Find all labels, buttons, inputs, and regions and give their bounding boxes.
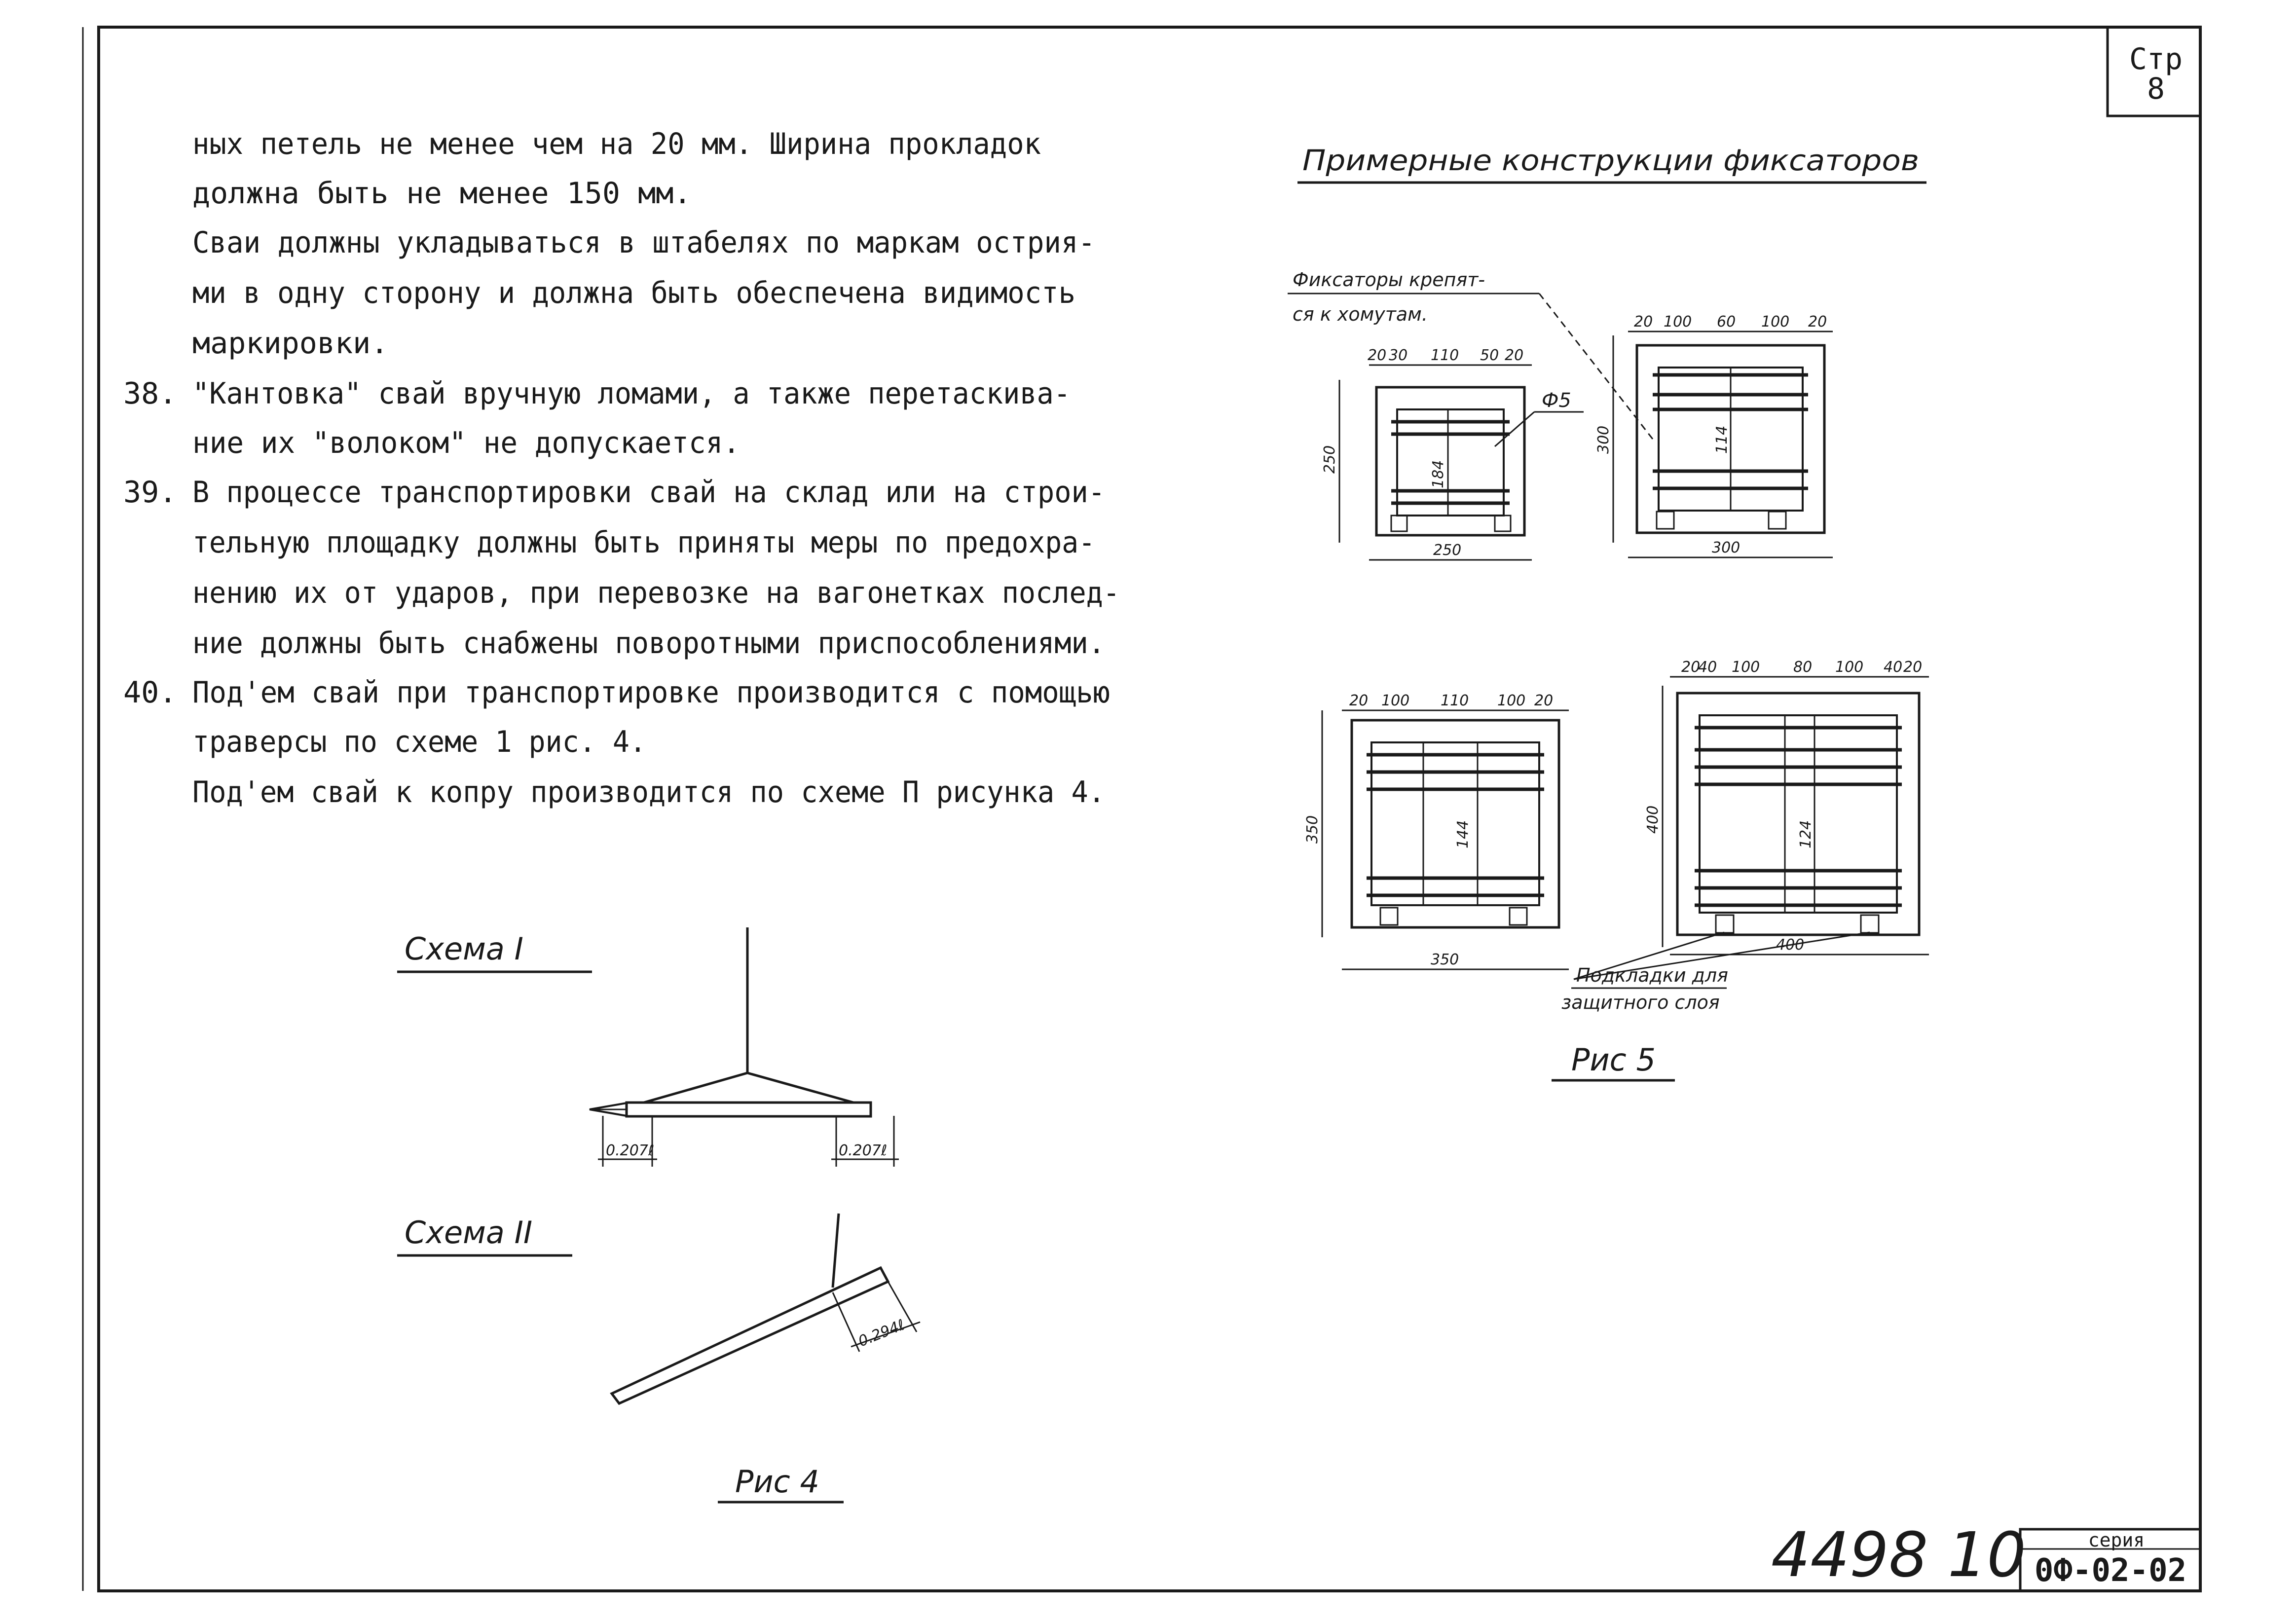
sec350-top-4: 100 — [1497, 692, 1526, 709]
sec400-overall: 400 — [1644, 805, 1662, 834]
sec250-top-2: 30 — [1389, 347, 1408, 364]
section-400 — [1644, 659, 1929, 955]
sec350-top-1: 20 — [1349, 692, 1369, 709]
p2-line1: Сваи должны укладываться в штабелях по маркам острия- — [192, 225, 1095, 260]
sec400-top-7: 20 — [1903, 659, 1923, 676]
item38-number: 38. — [123, 376, 177, 411]
scheme1-pile — [627, 1103, 871, 1116]
item39-line3: нению их от ударов, при перевозке на вагонетках послед- — [192, 576, 1120, 610]
sec400-top-3: 100 — [1732, 659, 1760, 676]
p1-line1: ных петель не менее чем на 20 мм. Ширина прокладок — [192, 127, 1041, 161]
sec400-cage — [1700, 715, 1897, 913]
sec350-bottom: 350 — [1431, 951, 1459, 968]
figure-5 — [1288, 144, 1929, 1080]
sec300-top-3: 60 — [1717, 313, 1736, 331]
bar-label: Ф5 — [1542, 389, 1571, 412]
p2-line2: ми в одну сторону и должна быть обеспечена видимость — [192, 276, 1075, 310]
figure-4 — [397, 927, 920, 1502]
pad-label-line1: Подкладки для — [1576, 964, 1729, 986]
page-label: Стр — [2129, 42, 2183, 76]
sec300-overall: 300 — [1595, 425, 1612, 454]
sec400-top-1: 20 — [1681, 659, 1701, 676]
sec400-inner: 124 — [1797, 820, 1815, 848]
sec350-pad-left — [1380, 908, 1398, 925]
series-label: серия — [2088, 1529, 2145, 1551]
scheme2-pile — [612, 1268, 888, 1403]
item40-line3: Под'ем свай к копру производится по схеме П рисунка 4. — [192, 775, 1105, 810]
body-text — [123, 127, 1120, 810]
sec400-pad-left — [1716, 915, 1734, 933]
section-350 — [1304, 692, 1569, 969]
item40-line2: траверсы по схеме 1 рис. 4. — [192, 725, 646, 759]
sec300-pad-left — [1657, 512, 1674, 529]
scheme2-title: Схема II — [405, 1215, 533, 1251]
item38-line1: "Кантовка" свай вручную ломами, а также перетаскива- — [192, 376, 1071, 411]
item39-number: 39. — [123, 475, 177, 510]
sec250-overall: 250 — [1321, 445, 1338, 474]
sec250-cage — [1397, 409, 1504, 515]
sec300-top-2: 100 — [1664, 313, 1692, 331]
sec400-top-4: 80 — [1793, 659, 1813, 676]
sec300-top-1: 20 — [1634, 313, 1653, 331]
sec350-top-2: 100 — [1381, 692, 1410, 709]
sec300-top-5: 20 — [1808, 313, 1827, 331]
sec400-bottom: 400 — [1776, 936, 1805, 954]
sec250-top-5: 20 — [1505, 347, 1524, 364]
sec350-inner: 144 — [1454, 820, 1472, 848]
sec350-pad-right — [1510, 908, 1527, 925]
item39-line2: тельную площадку должны быть приняты меры по предохра- — [192, 525, 1095, 560]
scheme1-dim-left: 0.207ℓ — [606, 1142, 655, 1159]
sec300-pad-right — [1769, 512, 1786, 529]
sec300-bottom: 300 — [1712, 539, 1741, 556]
page-number: 8 — [2147, 72, 2165, 106]
scheme2-dim: 0.294ℓ — [855, 1316, 908, 1351]
item40-line1: Под'ем свай при транспортировке производится с помощью — [192, 675, 1110, 710]
inventory-number: 4498 10 — [1771, 1519, 2026, 1591]
scheme1-dim-right: 0.207ℓ — [839, 1142, 888, 1159]
sec350-top-3: 110 — [1441, 692, 1469, 709]
sec250-inner: 184 — [1430, 460, 1447, 488]
section-250 — [1321, 347, 1584, 560]
fig5-title: Примерные конструкции фиксаторов — [1302, 144, 1919, 177]
fig5-note-line1: Фиксаторы крепят- — [1293, 269, 1485, 291]
sec400-top-6: 40 — [1884, 659, 1903, 676]
fig5-caption: Рис 5 — [1571, 1042, 1656, 1078]
scheme1-traverse — [644, 1073, 853, 1103]
sec250-top-3: 110 — [1431, 347, 1459, 364]
item39-line4: ние должны быть снабжены поворотными приспособлениями. — [192, 626, 1105, 661]
item40-number: 40. — [123, 675, 177, 710]
sec400-pad-right — [1861, 915, 1879, 933]
fig4-caption: Рис 4 — [735, 1464, 819, 1500]
sec300-top-4: 100 — [1761, 313, 1790, 331]
sec400-top-2: 40 — [1698, 659, 1717, 676]
bar-leader — [1495, 412, 1534, 446]
pad-label-line2: защитного слоя — [1561, 992, 1720, 1013]
scheme1-title: Схема I — [405, 931, 523, 967]
sec250-bottom: 250 — [1433, 542, 1462, 559]
p2-line3: маркировки. — [192, 326, 389, 361]
item39-line1: В процессе транспортировки свай на склад или на строи- — [192, 475, 1105, 510]
sec350-overall: 350 — [1304, 815, 1321, 844]
fig5-note-line2: ся к хомутам. — [1293, 303, 1428, 325]
sec350-top-5: 20 — [1534, 692, 1554, 709]
sec300-inner: 114 — [1713, 425, 1731, 454]
sec250-pad-right — [1495, 515, 1511, 531]
scheme2-hoist-line — [833, 1214, 839, 1288]
item38-line2: ние их "волоком" не допускается. — [192, 426, 740, 460]
sec400-top-5: 100 — [1835, 659, 1864, 676]
sec250-top-4: 50 — [1480, 347, 1499, 364]
p1-line2: должна быть не менее 150 мм. — [192, 176, 692, 211]
series-value: 0Ф-02-02 — [2034, 1552, 2187, 1589]
sec250-pad-left — [1391, 515, 1407, 531]
section-300 — [1595, 313, 1833, 557]
sec250-top-1: 20 — [1368, 347, 1387, 364]
